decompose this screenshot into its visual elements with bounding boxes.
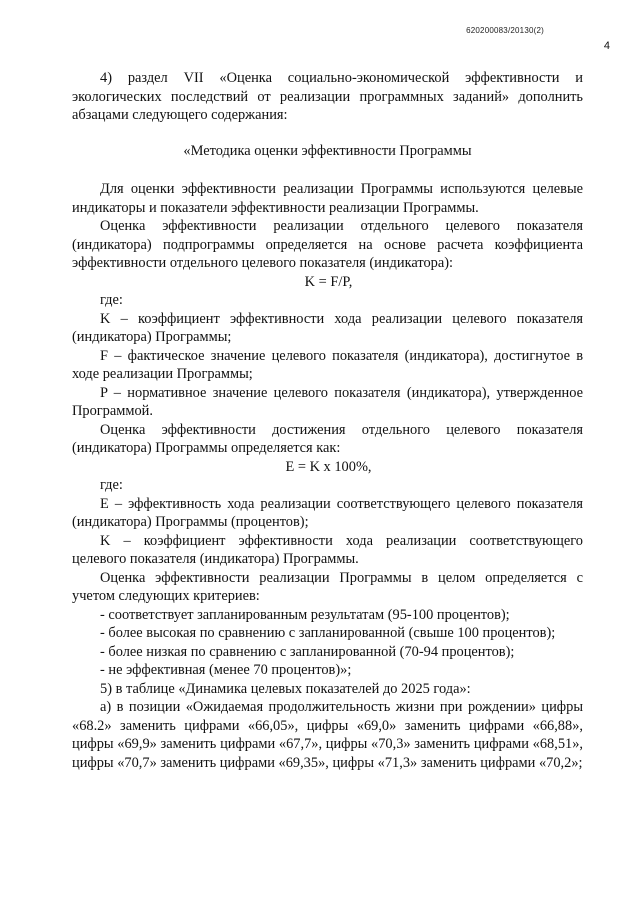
where-label-2: где:	[100, 477, 123, 493]
paragraph-table-dynamics: 5) в таблице «Динамика целевых показателей до 2025 года»:	[100, 680, 471, 697]
paragraph-section-vii: 4) раздел VII «Оценка социально-экономической эффективности и экологических последствий от реализации программных заданий» дополнить абзацами следующего содержания:	[72, 70, 583, 123]
paragraph-indicators: Для оценки эффективности реализации Программы используются целевые индикаторы и показатели эффективности реализации Программы.	[72, 181, 583, 216]
paragraph-overall-evaluation: Оценка эффективности реализации Программы в целом определяется с учетом следующих критериев:	[72, 569, 583, 604]
paragraph-achievement-evaluation: Оценка эффективности достижения отдельного целевого показателя (индикатора) Программы определяется как:	[72, 421, 583, 456]
document-body	[72, 69, 583, 772]
where-label-1: где:	[100, 292, 123, 308]
document-code: 620200083/20130(2)	[466, 26, 544, 35]
criterion-item: - соответствует запланированным результатам (95-100 процентов);	[100, 606, 510, 623]
criterion-item: - более высокая по сравнению с запланированной (свыше 100 процентов);	[100, 625, 556, 641]
definition-k: K – коэффициент эффективности хода реализации целевого показателя (индикатора) Программы;	[72, 310, 583, 345]
paragraph-indicator-evaluation: Оценка эффективности реализации отдельного целевого показателя (индикатора) подпрограммы определяется на основе расчета коэффициента эффективности отдельного целевого показателя (индикатора):	[72, 218, 583, 271]
methodology-heading: «Методика оценки эффективности Программы	[183, 142, 472, 159]
formula-e: E = K x 100%,	[285, 458, 372, 475]
formula-k: K = F/P,	[304, 273, 353, 290]
page-number: 4	[603, 40, 610, 52]
criterion-item: - более низкая по сравнению с запланированной (70-94 процентов);	[100, 643, 515, 660]
definition-k-2: K – коэффициент эффективности хода реализации соответствующего целевого показателя (индикатора) Программы.	[72, 532, 583, 567]
criterion-item: - не эффективная (менее 70 процентов)»;	[100, 662, 352, 678]
definition-e: E – эффективность хода реализации соответствующего целевого показателя (индикатора) Программы (процентов);	[72, 495, 583, 530]
definition-f: F – фактическое значение целевого показателя (индикатора), достигнутое в ходе реализации Программы;	[72, 347, 583, 382]
paragraph-life-expectancy: а) в позиции «Ожидаемая продолжительность жизни при рождении» цифры «68.2» заменить цифрами «66,05», цифры «69,0» заменить цифрами «66,88», цифры «69,9» заменить цифрами «67,7», цифры «70,3» заменить цифрами «68,51», цифры «70,7» заменить цифрами «69,35», цифры «71,3» заменить цифрами «70,2»;	[72, 699, 583, 771]
definition-p: P – нормативное значение целевого показателя (индикатора), утвержденное Программой.	[72, 384, 583, 419]
